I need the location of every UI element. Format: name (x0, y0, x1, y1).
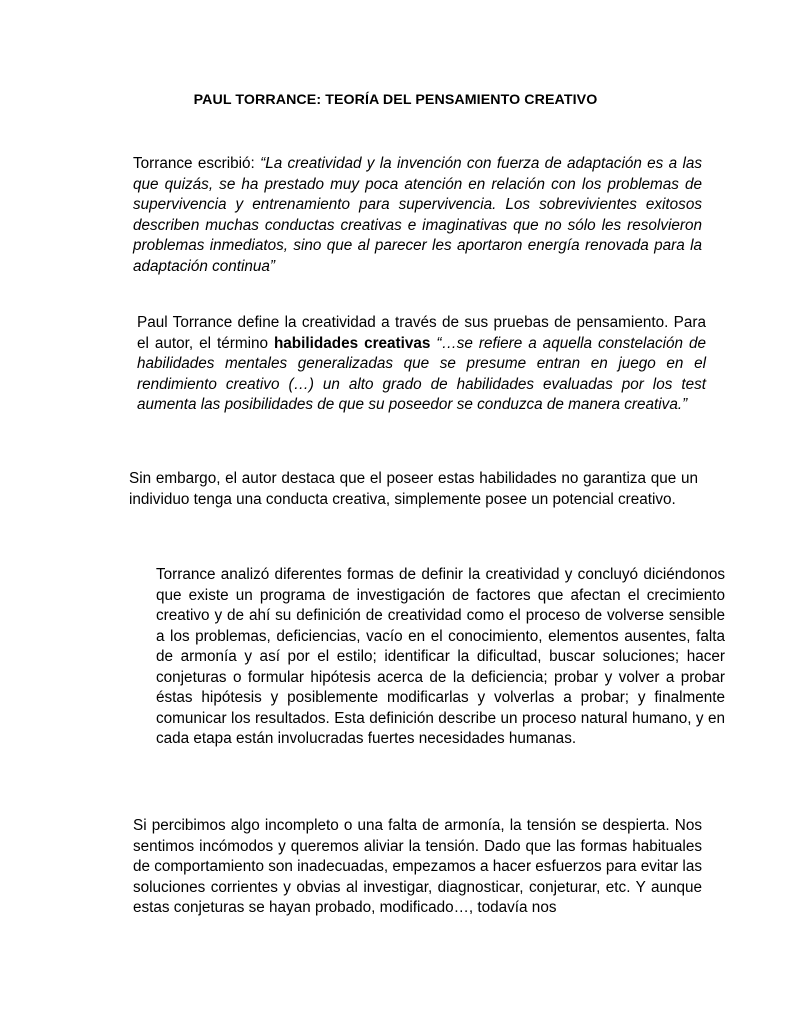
paragraph-tension: Si percibimos algo incompleto o una falta de armonía, la tensión se despierta. Nos sentimos incómodos y queremos aliviar la tensión. Dado que las formas habituales de comportamiento son inadecuadas, empezamos a hacer esfuerzos para evitar las soluciones corrientes y obvias al investigar, diagnosticar, conjeturar, etc. Y aunque estas conjeturas se hayan probado, modificado…, todavía nos (133, 817, 702, 916)
paragraph-lead: Paul Torrance define la creatividad a través de sus pruebas de pensamiento. Para el autor, el término (137, 314, 706, 352)
paragraph-potential: Sin embargo, el autor destaca que el poseer estas habilidades no garantiza que un individuo tenga una conducta creativa, simplemente posee un potencial creativo. (129, 470, 698, 508)
quote-text: “La creatividad y la invención con fuerza de adaptación es a las que quizás, se ha prestado muy poca atención en relación con los problemas de supervivencia y entrenamiento para supervivencia. Los sobrevivientes exitosos describen muchas conductas creativas e imaginativas que no sólo les resolvieron problemas inmediatos, sino que al parecer les aportaron energía renovada para la adaptación continua” (133, 155, 702, 275)
key-term: habilidades creativas (273, 334, 431, 352)
paragraph-definition (111, 313, 706, 416)
page-title: PAUL TORRANCE: TEORÍA DEL PENSAMIENTO CREATIVO (193, 92, 598, 108)
paragraph-lead: Torrance escribió: (133, 155, 261, 172)
paragraph-torrance-quote (111, 154, 702, 277)
paragraph-creativity-process: Torrance analizó diferentes formas de definir la creatividad y concluyó diciéndonos que existe un programa de investigación de factores que afectan el crecimiento creativo y de ahí su definición de creatividad como el proceso de volverse sensible a los problemas, deficiencias, vacío en el conocimiento, elementos ausentes, falta de armonía y así por el estilo; identificar la dificultad, buscar soluciones; hacer conjeturas o formular hipótesis acerca de la deficiencia; probar y volver a probar éstas hipótesis y posiblemente modificarlas y volverlas a probar; y finalmente comunicar los resultados. Esta definición describe un proceso natural humano, y en cada etapa están involucradas fuertes necesidades humanas. (156, 566, 725, 747)
quote-text: “…se refiere a aquella constelación de habilidades mentales generalizadas que se presume entran en juego en el rendimiento creativo (…) un alto grado de habilidades evaluadas por los test aumenta las posibilidades de que su poseedor se conduzca de manera creativa.” (137, 334, 706, 413)
